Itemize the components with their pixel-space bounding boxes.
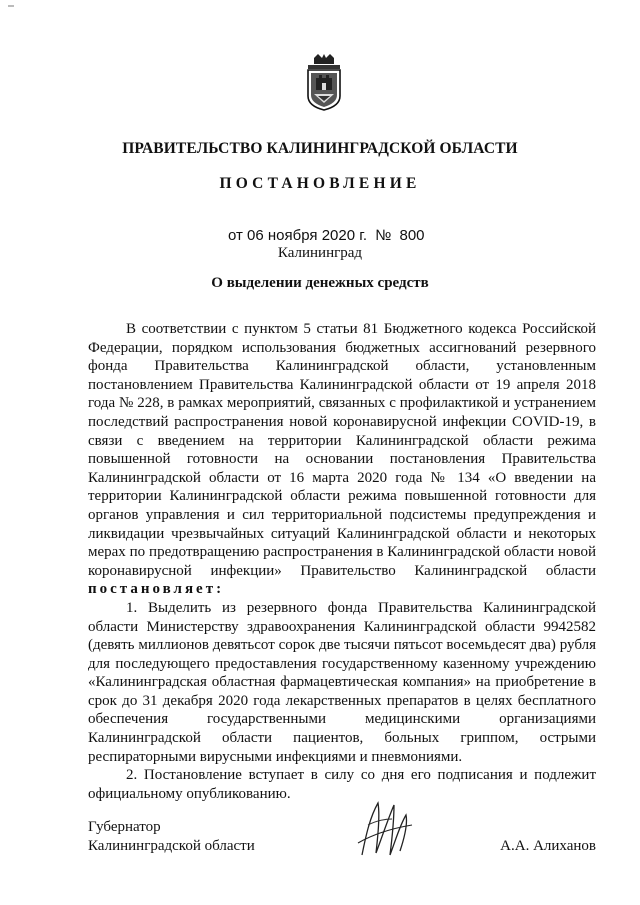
document-type: ПОСТАНОВЛЕНИЕ [219,175,421,192]
preamble-paragraph [88,320,596,599]
scan-mark [8,4,14,8]
clause-2: 2. Постановление вступает в силу со дня его подписания и подлежит официальному опубликованию. [88,767,596,802]
document-subject: О выделении денежных средств [211,275,429,291]
document-number: 800 [399,227,425,244]
date-number-line [228,227,429,244]
clause-1: 1. Выделить из резервного фонда Правительства Калининградской области Министерству здравоохранения Калининградской области 9942582 (девять миллионов девятьсот сорок две тысячи пятьсот восемьдесят два) рубля для последующего предоставления государственному казенному учреждению «Калининградская областная фармацевтическая компания» на приобретение в срок до 31 декабря 2020 года лекарственных препаратов в целях бесплатного обеспечения государственными медицинскими организациями Калининградской области пациентов, больных гриппом, острыми респираторными вирусными инфекциями и пневмониями. [88,599,596,765]
signer-position [88,818,255,855]
handwritten-signature [348,795,428,861]
document-body [88,320,596,803]
signer-region: Калининградской области [88,837,255,854]
resolves-word: постановляет: [88,581,225,598]
signer-name: А.А. Алиханов [500,837,596,854]
coat-of-arms-emblem [302,52,346,112]
preamble-text: В соответствии с пунктом 5 статьи 81 Бюджетного кодекса Российской Федерации, порядком использования бюджетных ассигнований резервного фонда Правительства Калининградской области, установленным постановлением Правительства Калининградской области от 19 апреля 2018 года № 228, в рамках мероприятий, связанных с профилактикой и устранением последствий распространения новой коронавирусной инфекции COVID-19, в связи с введением на территории Калининградской области режима повышенной готовности на основании постановления Правительства Калининградской области от 16 марта 2020 года № 134 «О введении на территории Калининградской области режима повышенной готовности для органов управления и сил территориальной подсистемы предупреждения и ликвидации чрезвычайных ситуаций Калининградской области и некоторых мерах по предотвращению распространения в Калининградской области новой коронавирусной инфекции» Правительство Калининградской области [88,321,596,579]
number-sign: № [375,227,392,244]
date-text: от 06 ноября 2020 г. [228,227,368,244]
city: Калининград [277,245,363,261]
government-title: ПРАВИТЕЛЬСТВО КАЛИНИНГРАДСКОЙ ОБЛАСТИ [122,140,518,157]
signer-title: Губернатор [88,819,161,835]
